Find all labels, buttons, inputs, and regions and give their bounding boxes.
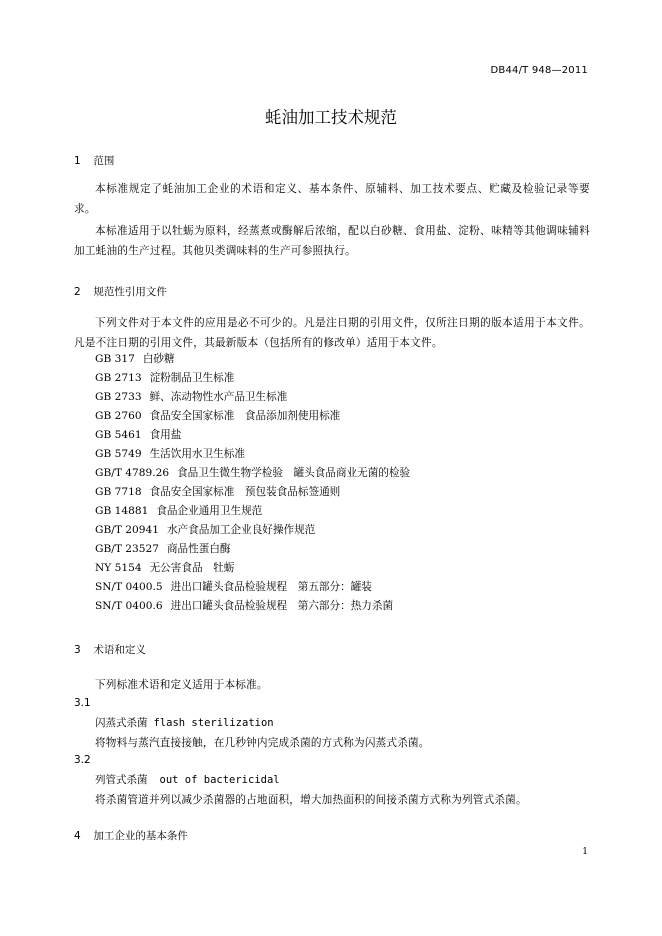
reference-code: SN/T 0400.6 xyxy=(95,600,163,612)
reference-code: GB 5749 xyxy=(95,448,142,460)
term-definition: 将杀菌管道并列以减少杀菌器的占地面积，增大加热面积的间接杀菌方式称为列管式杀菌。 xyxy=(95,794,527,806)
section-title: 术语和定义 xyxy=(93,644,146,656)
reference-code: GB/T 20941 xyxy=(95,524,159,536)
reference-name: 水产食品加工企业良好操作规范 xyxy=(166,524,316,536)
reference-item xyxy=(95,502,410,521)
section-number: 3 xyxy=(74,644,81,656)
reference-name: 鲜、冻动物性水产品卫生标准 xyxy=(149,391,288,403)
term-name-en: out of bactericidal xyxy=(159,774,280,786)
section-number: 2 xyxy=(74,286,81,298)
reference-name: 食用盐 xyxy=(149,429,182,441)
reference-item xyxy=(95,597,410,616)
reference-item xyxy=(95,559,410,578)
reference-name: 食品安全国家标准 预包装食品标签通则 xyxy=(149,486,341,498)
reference-item xyxy=(95,540,410,559)
term-number: 3.2 xyxy=(74,754,91,766)
term-name-cn: 闪蒸式杀菌 xyxy=(95,717,148,729)
reference-code: GB/T 23527 xyxy=(95,543,159,555)
reference-name: 生活饮用水卫生标准 xyxy=(149,448,245,460)
reference-item xyxy=(95,578,410,597)
paragraph: 本标准适用于以牡蛎为原料，经蒸煮或酶解后浓缩，配以白砂糖、食用盐、淀粉、味精等其他调味辅料加工蚝油的生产过程。其他贝类调味料的生产可参照执行。 xyxy=(74,225,590,257)
reference-list xyxy=(95,350,410,616)
section-title: 加工企业的基本条件 xyxy=(93,830,188,842)
reference-code: GB 317 xyxy=(95,353,135,365)
reference-name: 无公害食品 牡蛎 xyxy=(149,562,235,574)
reference-item xyxy=(95,369,410,388)
section-title: 范围 xyxy=(93,155,115,167)
reference-code: GB 2733 xyxy=(95,391,142,403)
reference-code: GB 5461 xyxy=(95,429,142,441)
reference-code: GB 7718 xyxy=(95,486,142,498)
reference-code: NY 5154 xyxy=(95,562,142,574)
reference-item xyxy=(95,445,410,464)
term-name xyxy=(95,772,280,787)
reference-item xyxy=(95,350,410,369)
reference-item xyxy=(95,426,410,445)
reference-name: 食品安全国家标准 食品添加剂使用标准 xyxy=(149,410,341,422)
reference-item xyxy=(95,483,410,502)
section-heading-scope xyxy=(74,153,114,168)
reference-name: 白砂糖 xyxy=(142,353,175,365)
reference-name: 淀粉制品卫生标准 xyxy=(149,372,235,384)
term-name xyxy=(95,715,274,730)
term-number: 3.1 xyxy=(74,697,91,709)
reference-code: GB/T 4789.26 xyxy=(95,467,170,479)
reference-item xyxy=(95,521,410,540)
term-definition: 将物料与蒸汽直接接触，在几秒钟内完成杀菌的方式称为闪蒸式杀菌。 xyxy=(95,737,430,749)
reference-name: 进出口罐头食品检验规程 第六部分：热力杀菌 xyxy=(170,600,394,612)
section-number: 1 xyxy=(74,155,81,167)
reference-code: GB 2713 xyxy=(95,372,142,384)
page-number: 1 xyxy=(582,847,588,857)
section-title: 规范性引用文件 xyxy=(93,286,167,298)
section-heading-normative-references xyxy=(74,284,167,299)
term-name-en: flash sterilization xyxy=(153,717,274,729)
reference-name: 进出口罐头食品检验规程 第五部分：罐装 xyxy=(170,581,372,593)
reference-code: GB 14881 xyxy=(95,505,149,517)
paragraph: 本标准规定了蚝油加工企业的术语和定义、基本条件、原辅料、加工技术要点、贮藏及检验记录等要求。 xyxy=(74,183,590,215)
reference-code: GB 2760 xyxy=(95,410,142,422)
paragraph: 下列文件对于本文件的应用是必不可少的。凡是注日期的引用文件，仅所注日期的版本适用于本文件。凡是不注日期的引用文件，其最新版本（包括所有的修改单）适用于本文件。 xyxy=(74,317,590,349)
reference-name: 食品企业通用卫生规范 xyxy=(156,505,263,517)
reference-name: 商品性蛋白酶 xyxy=(166,543,231,555)
section-number: 4 xyxy=(74,830,81,842)
term-name-cn: 列管式杀菌 xyxy=(95,774,148,786)
reference-name: 食品卫生微生物学检验 罐头食品商业无菌的检验 xyxy=(177,467,411,479)
reference-item xyxy=(95,407,410,426)
reference-item xyxy=(95,464,410,483)
section-heading-basic-conditions xyxy=(74,828,188,843)
document-title: 蚝油加工技术规范 xyxy=(265,108,397,127)
reference-item xyxy=(95,388,410,407)
reference-code: SN/T 0400.5 xyxy=(95,581,163,593)
section-heading-terms xyxy=(74,642,146,657)
terms-intro: 下列标准术语和定义适用于本标准。 xyxy=(95,679,268,691)
document-code: DB44/T 948—2011 xyxy=(490,65,588,76)
